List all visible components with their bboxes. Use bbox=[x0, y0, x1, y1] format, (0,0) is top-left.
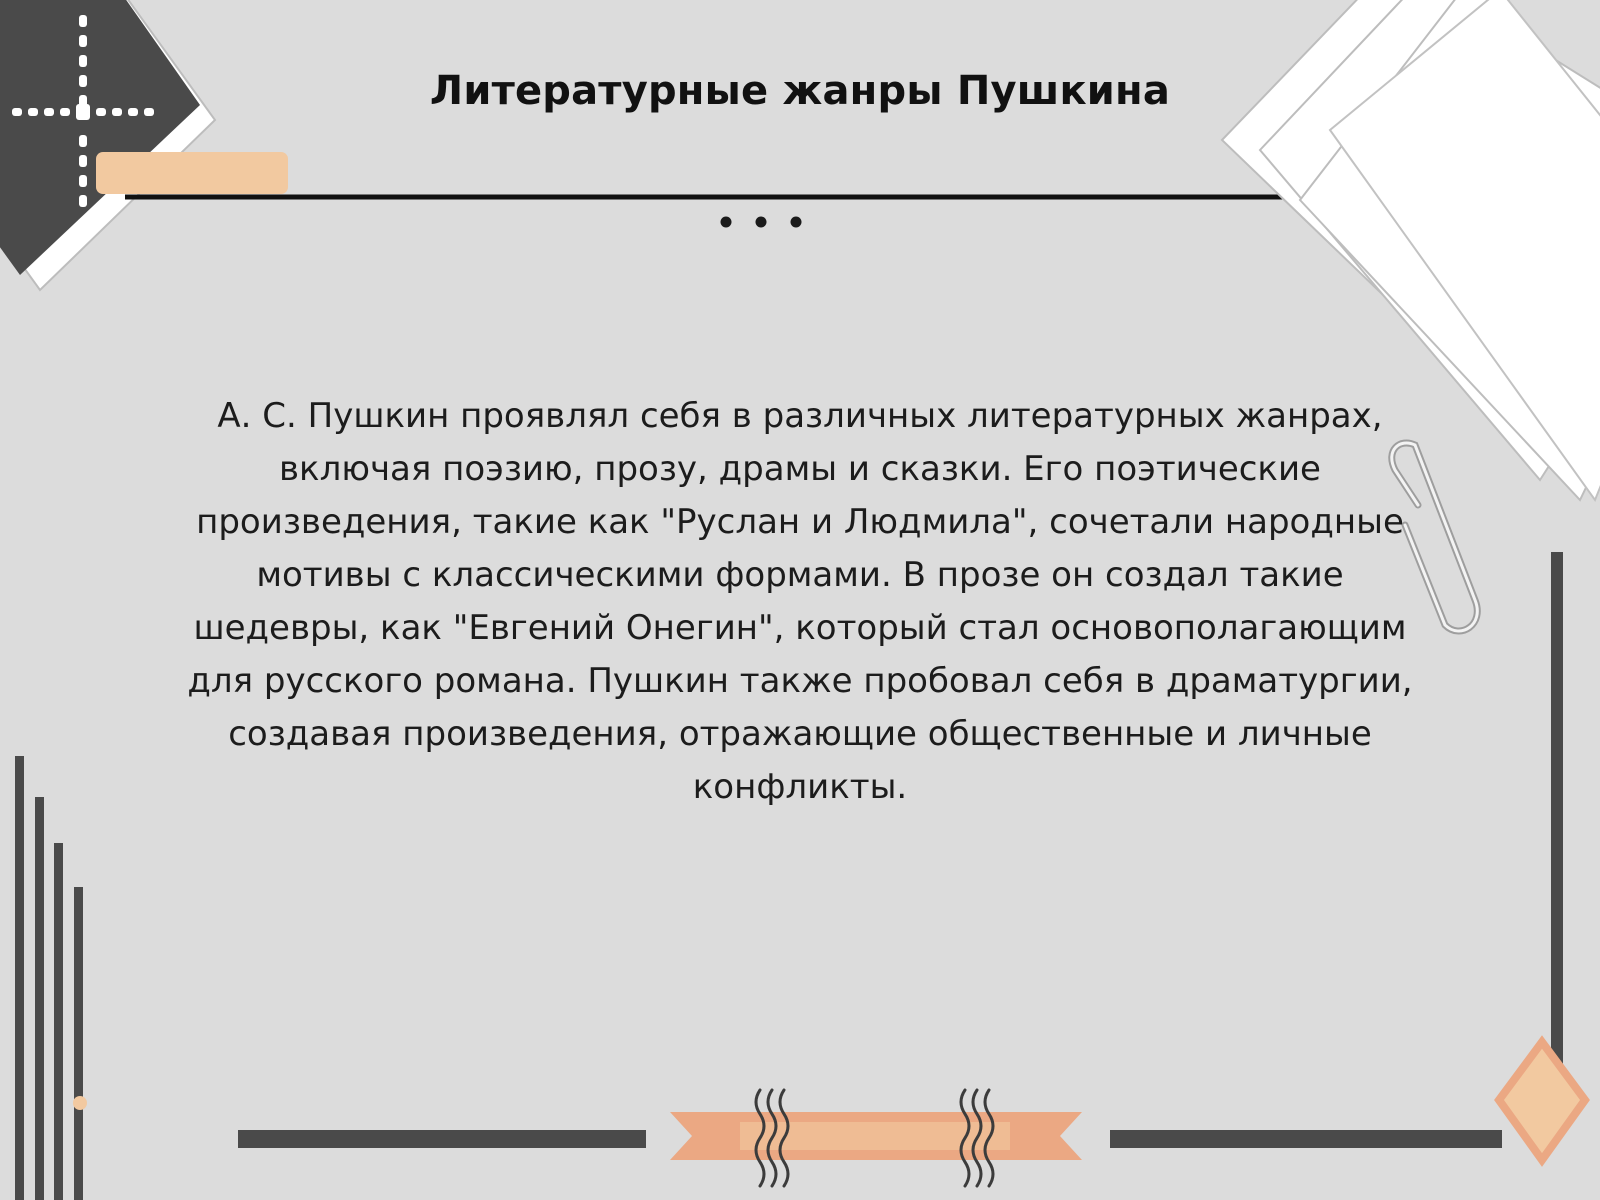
bottom-right-bar bbox=[1110, 1130, 1502, 1148]
right-vertical-line bbox=[1551, 552, 1563, 1117]
slide-body-text: А. С. Пушкин проявлял себя в различных литературных жанрах, включая поэзию, прозу, драмы и сказки. Его поэтические произведения, такие как "Руслан и Людмила", сочетали народные мотивы с классическими формами. В прозе он создал такие шедевры, как "Евгений Онегин", который стал основополагающим для русского романа. Пушкин также пробовал себя в драматургии, создавая произведения, отражающие общественные и личные конфликты. bbox=[187, 396, 1413, 807]
slide-title: Литературные жанры Пушкина bbox=[429, 68, 1171, 114]
bottom-right-diamond-ornament bbox=[1499, 1042, 1585, 1160]
top-left-diamond-ornament bbox=[0, 0, 215, 290]
peach-accent-bar bbox=[96, 152, 288, 194]
bottom-ribbon-ornament bbox=[670, 1112, 1082, 1160]
ellipsis-dots-icon bbox=[721, 217, 802, 228]
bottom-left-bar bbox=[238, 1130, 646, 1148]
left-line-dot bbox=[73, 1096, 87, 1110]
left-vertical-lines bbox=[15, 756, 83, 1200]
